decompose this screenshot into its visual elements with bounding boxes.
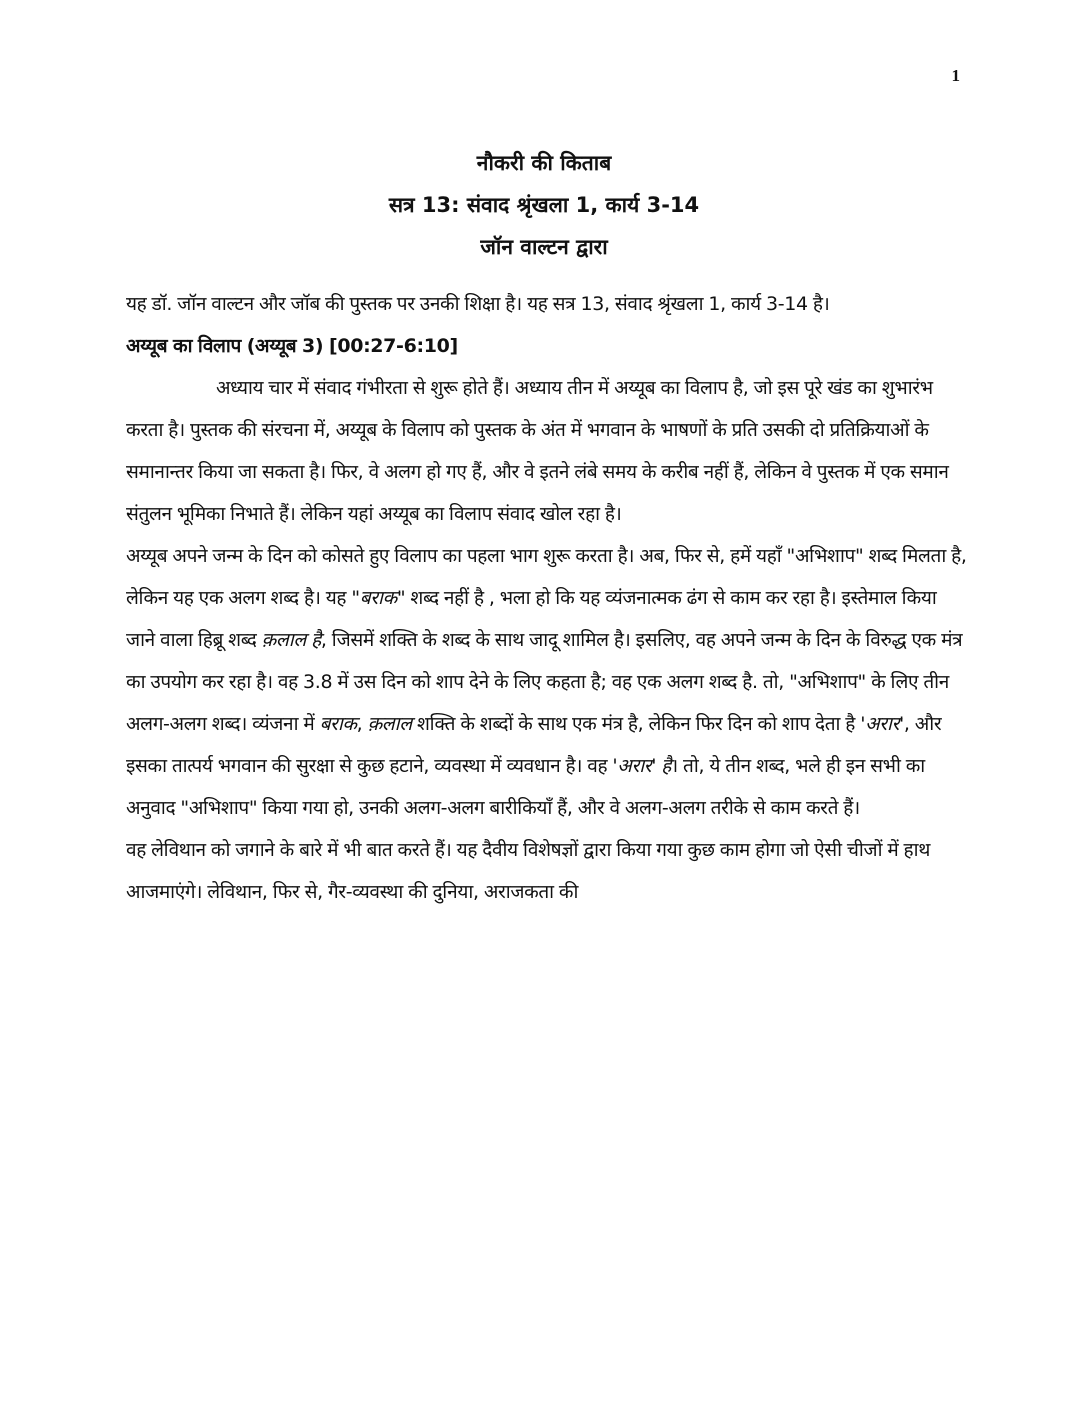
author-line: जॉन वाल्टन द्वारा: [480, 235, 608, 259]
paragraph-2-text: , जिसमें शक्ति के शब्द के साथ जादू शामिल है। इसलिए, वह अपने जन्म के दिन के विरुद्ध एक मंत्र का उपयोग कर रहा है। वह 3.8 में उस दिन को शाप देने के लिए कहता है; वह एक अलग शब्द है. तो, "अभिशाप" के लिए तीन अलग-अलग शब्द। व्यंजना में: [126, 629, 963, 735]
paragraph-2-text: ', और इसका तात्पर्य भगवान की सुरक्षा से कुछ हटाने, व्यवस्था में व्यवधान है। वह ': [126, 713, 942, 777]
paragraph-2-text: शक्ति के शब्दों के साथ एक मंत्र है, लेकिन फिर दिन को शाप देता है ': [417, 713, 866, 735]
document-body: [126, 283, 968, 913]
hebrew-term-qalal: क़लाल: [367, 713, 412, 735]
hebrew-term-barak: बराक: [359, 587, 397, 609]
title-block: [126, 142, 962, 268]
hebrew-term-arar: अरार: [865, 713, 900, 735]
hebrew-term-arar: अरार' है: [617, 755, 672, 777]
book-title: नौकरी की किताब: [476, 151, 612, 175]
intro-paragraph: यह डॉ. जॉन वाल्टन और जॉब की पुस्तक पर उनकी शिक्षा है। यह सत्र 13, संवाद श्रृंखला 1, कार्य 3-14 है।: [126, 293, 830, 315]
paragraph-2: [126, 535, 968, 829]
paragraph-2-text: अय्यूब अपने जन्म के दिन को कोसते हुए विलाप का पहला भाग शुरू करता है। अब, फिर से, हमें यहाँ "अभिशाप" शब्द मिलता है, लेकिन यह एक अलग शब्द है। यह ": [126, 545, 967, 609]
paragraph-1: अध्याय चार में संवाद गंभीरता से शुरू होते हैं। अध्याय तीन में अय्यूब का विलाप है, जो इस पूरे खंड का शुभारंभ करता है। पुस्तक की संरचना में, अय्यूब के विलाप को पुस्तक के अंत में भगवान के भाषणों के प्रति उसकी दो प्रतिक्रियाओं के समानान्तर किया जा सकता है। फिर, वे अलग हो गए हैं, और वे इतने लंबे समय के करीब नहीं हैं, लेकिन वे पुस्तक में एक समान संतुलन भूमिका निभाते हैं। लेकिन यहां अय्यूब का विलाप संवाद खोल रहा है।: [126, 377, 949, 525]
page-number: 1: [951, 66, 960, 85]
hebrew-term-qalal: क़लाल है: [261, 629, 321, 651]
paragraph-2-text: " शब्द नहीं है , भला हो कि यह व्यंजनात्मक ढंग से काम कर रहा है। इस्तेमाल किया जाने वाला हिब्रू शब्द: [126, 587, 937, 651]
section-heading: अय्यूब का विलाप (अय्यूब 3) [00:27-6:10]: [126, 335, 458, 357]
paragraph-3: वह लेविथान को जगाने के बारे में भी बात करते हैं। यह दैवीय विशेषज्ञों द्वारा किया गया कुछ काम होगा जो ऐसी चीजों में हाथ आजमाएंगे। लेविथान, फिर से, गैर-व्यवस्था की दुनिया, अराजकता की: [126, 839, 931, 903]
session-title: सत्र 13: संवाद श्रृंखला 1, कार्य 3-14: [388, 193, 700, 217]
paragraph-2-text: ,: [356, 713, 363, 735]
paragraph-2-text: । तो, ये तीन शब्द, भले ही इन सभी का अनुवाद "अभिशाप" किया गया हो, उनकी अलग-अलग बारीकियाँ हैं, और वे अलग-अलग तरीके से काम करते हैं।: [126, 755, 925, 819]
hebrew-term-barak: बराक: [319, 713, 357, 735]
